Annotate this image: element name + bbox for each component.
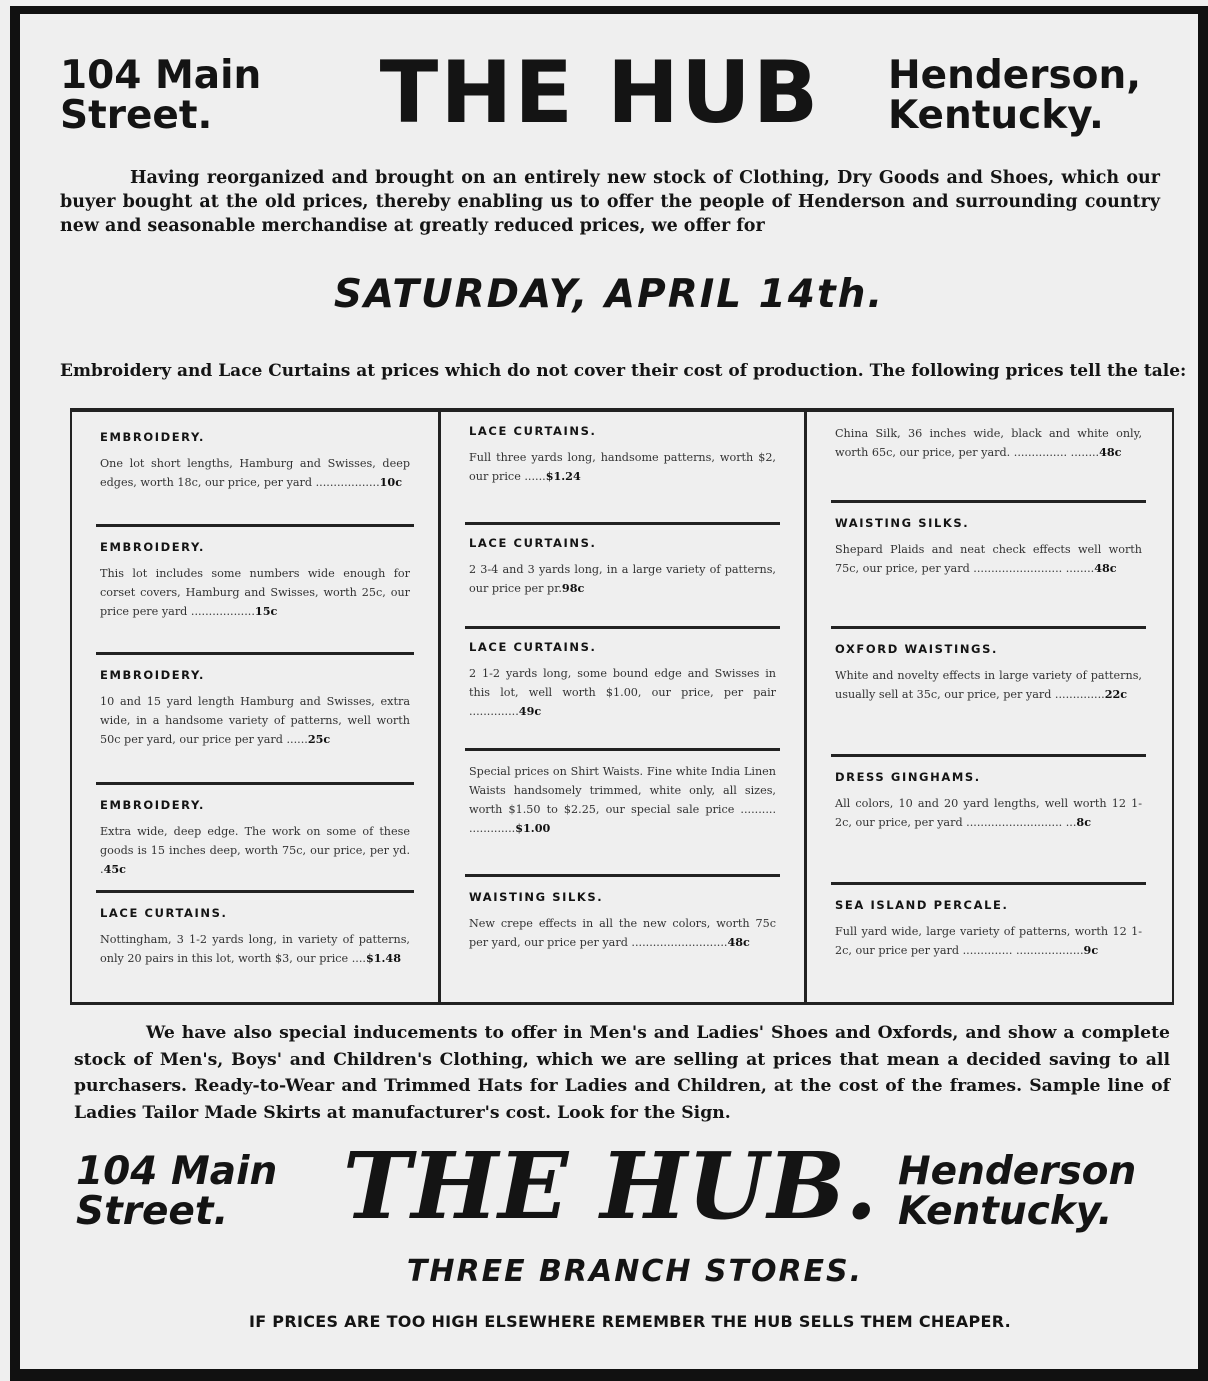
price-item xyxy=(469,424,776,486)
item-heading: LACE CURTAINS. xyxy=(469,424,597,438)
sale-date: SATURDAY, APRIL 14th. xyxy=(333,272,885,317)
item-heading: WAISTING SILKS. xyxy=(835,516,970,530)
item-heading: SEA ISLAND PERCALE. xyxy=(835,898,1009,912)
item-rule xyxy=(465,522,780,525)
item-rule xyxy=(96,524,414,527)
item-rule xyxy=(831,882,1146,885)
price-item xyxy=(469,536,776,598)
item-price: $1.00 xyxy=(515,821,551,835)
price-column-2 xyxy=(441,412,804,1002)
branch-stores: THREE BRANCH STORES. xyxy=(406,1254,864,1289)
item-text: One lot short lengths, Hamburg and Swisses, deep edges, worth 18c, our price, per yard ..................10c xyxy=(100,457,410,489)
item-price: 45c xyxy=(103,862,126,876)
item-price: $1.48 xyxy=(365,951,401,965)
header-address: 104 Main Street. xyxy=(60,53,262,138)
item-rule xyxy=(465,748,780,751)
item-heading: WAISTING SILKS. xyxy=(469,890,604,904)
item-heading: LACE CURTAINS. xyxy=(469,536,597,550)
item-price: 15c xyxy=(254,604,278,618)
item-heading: LACE CURTAINS. xyxy=(100,906,228,920)
item-text: 2 3-4 and 3 yards long, in a large variety of patterns, our price per pr.98c xyxy=(469,563,776,595)
item-text: White and novelty effects in large variety of patterns, usually sell at 35c, our price, per yard ..............22c xyxy=(835,669,1142,701)
item-rule xyxy=(465,626,780,629)
header-city: Henderson, Kentucky. xyxy=(888,53,1142,138)
item-text: This lot includes some numbers wide enough for corset covers, Hamburg and Swisses, worth 25c, our price pere yard ..................15c xyxy=(100,567,410,618)
item-text: All colors, 10 and 20 yard lengths, well worth 12 1-2c, our price, per yard ........................... ...8c xyxy=(835,797,1142,829)
price-item xyxy=(835,898,1142,960)
price-item xyxy=(835,770,1142,832)
item-price: 48c xyxy=(727,935,750,949)
price-item xyxy=(835,642,1142,704)
item-text: Full yard wide, large variety of patterns, worth 12 1-2c, our price per yard .............. ...................9c xyxy=(835,925,1142,957)
price-column-3 xyxy=(807,412,1170,1002)
item-heading: LACE CURTAINS. xyxy=(469,640,597,654)
item-text: New crepe effects in all the new colors, worth 75c per yard, our price per yard ...........................48c xyxy=(469,917,776,949)
item-price: 48c xyxy=(1094,561,1117,575)
footer-city: Henderson Kentucky. xyxy=(898,1149,1137,1234)
footer-address: 104 Main Street. xyxy=(76,1149,278,1234)
price-item xyxy=(100,798,410,879)
item-price: 22c xyxy=(1104,687,1128,701)
footer-title: THE HUB. xyxy=(342,1132,878,1240)
price-item xyxy=(469,762,776,838)
tagline: IF PRICES ARE TOO HIGH ELSEWHERE REMEMBER THE HUB SELLS THEM CHEAPER. xyxy=(248,1312,1012,1331)
item-rule xyxy=(96,652,414,655)
price-item xyxy=(100,430,410,492)
item-text: Full three yards long, handsome patterns, worth $2, our price ......$1.24 xyxy=(469,451,776,483)
header-title: THE HUB xyxy=(379,43,821,143)
item-text: Special prices on Shirt Waists. Fine white India Linen Waists handsomely trimmed, white only, all sizes, worth $1.50 to $2.25, our special sale price .......... .............$1.00 xyxy=(469,765,776,835)
closing-paragraph: We have also special inducements to offer in Men's and Ladies' Shoes and Oxfords, and show a complete stock of Men's, Boys' and Children's Clothing, which we are selling at prices that mean a decided saving to all purchasers. Ready-to-Wear and Trimmed Hats for Ladies and Children, at the cost of the frames. Sample line of Ladies Tailor Made Skirts at manufacturer's cost. Look for the Sign. xyxy=(74,1023,1170,1123)
item-heading: EMBROIDERY. xyxy=(100,430,205,444)
item-price: 49c xyxy=(518,704,542,718)
price-item xyxy=(469,640,776,721)
item-rule xyxy=(465,874,780,877)
item-price: $1.24 xyxy=(545,469,581,483)
item-text: Extra wide, deep edge. The work on some of these goods is 15 inches deep, worth 75c, our price, per yd. .45c xyxy=(100,825,410,876)
item-price: 10c xyxy=(379,475,403,489)
price-item xyxy=(835,516,1142,578)
price-item xyxy=(100,906,410,968)
intro-paragraph: Having reorganized and brought on an entirely new stock of Clothing, Dry Goods and Shoes, which our buyer bought at the old prices, thereby enabling us to offer the people of Henderson and surrounding country new and seasonable merchandise at greatly reduced prices, we offer for xyxy=(60,168,1160,236)
price-item xyxy=(469,890,776,952)
price-item xyxy=(100,540,410,621)
item-heading: OXFORD WAISTINGS. xyxy=(835,642,998,656)
item-price: 8c xyxy=(1076,815,1092,829)
item-rule xyxy=(831,500,1146,503)
price-item xyxy=(100,668,410,749)
lead-line: Embroidery and Lace Curtains at prices which do not cover their cost of production. The following prices tell the tale: xyxy=(60,361,1187,381)
price-item xyxy=(835,424,1142,462)
item-heading: DRESS GINGHAMS. xyxy=(835,770,981,784)
item-heading: EMBROIDERY. xyxy=(100,798,205,812)
item-price: 9c xyxy=(1083,943,1099,957)
item-text: 10 and 15 yard length Hamburg and Swisses, extra wide, in a handsome variety of patterns, well worth 50c per yard, our price per yard ......25c xyxy=(100,695,410,746)
item-heading: EMBROIDERY. xyxy=(100,540,205,554)
item-text: China Silk, 36 inches wide, black and white only, worth 65c, our price, per yard. ............... ........48c xyxy=(835,427,1142,459)
price-grid xyxy=(70,408,1174,1005)
item-rule xyxy=(831,626,1146,629)
item-price: 48c xyxy=(1099,445,1122,459)
item-rule xyxy=(831,754,1146,757)
item-rule xyxy=(96,890,414,893)
item-heading: EMBROIDERY. xyxy=(100,668,205,682)
item-price: 25c xyxy=(307,732,331,746)
advertisement xyxy=(10,6,1208,1381)
price-column-1 xyxy=(72,412,438,1002)
item-text: Shepard Plaids and neat check effects well worth 75c, our price, per yard ......................... ........48c xyxy=(835,543,1142,575)
item-text: Nottingham, 3 1-2 yards long, in variety of patterns, only 20 pairs in this lot, worth $3, our price ....$1.48 xyxy=(100,933,410,965)
item-text: 2 1-2 yards long, some bound edge and Swisses in this lot, well worth $1.00, our price, per pair ..............49c xyxy=(469,667,776,718)
item-price: 98c xyxy=(561,581,585,595)
item-rule xyxy=(96,782,414,785)
